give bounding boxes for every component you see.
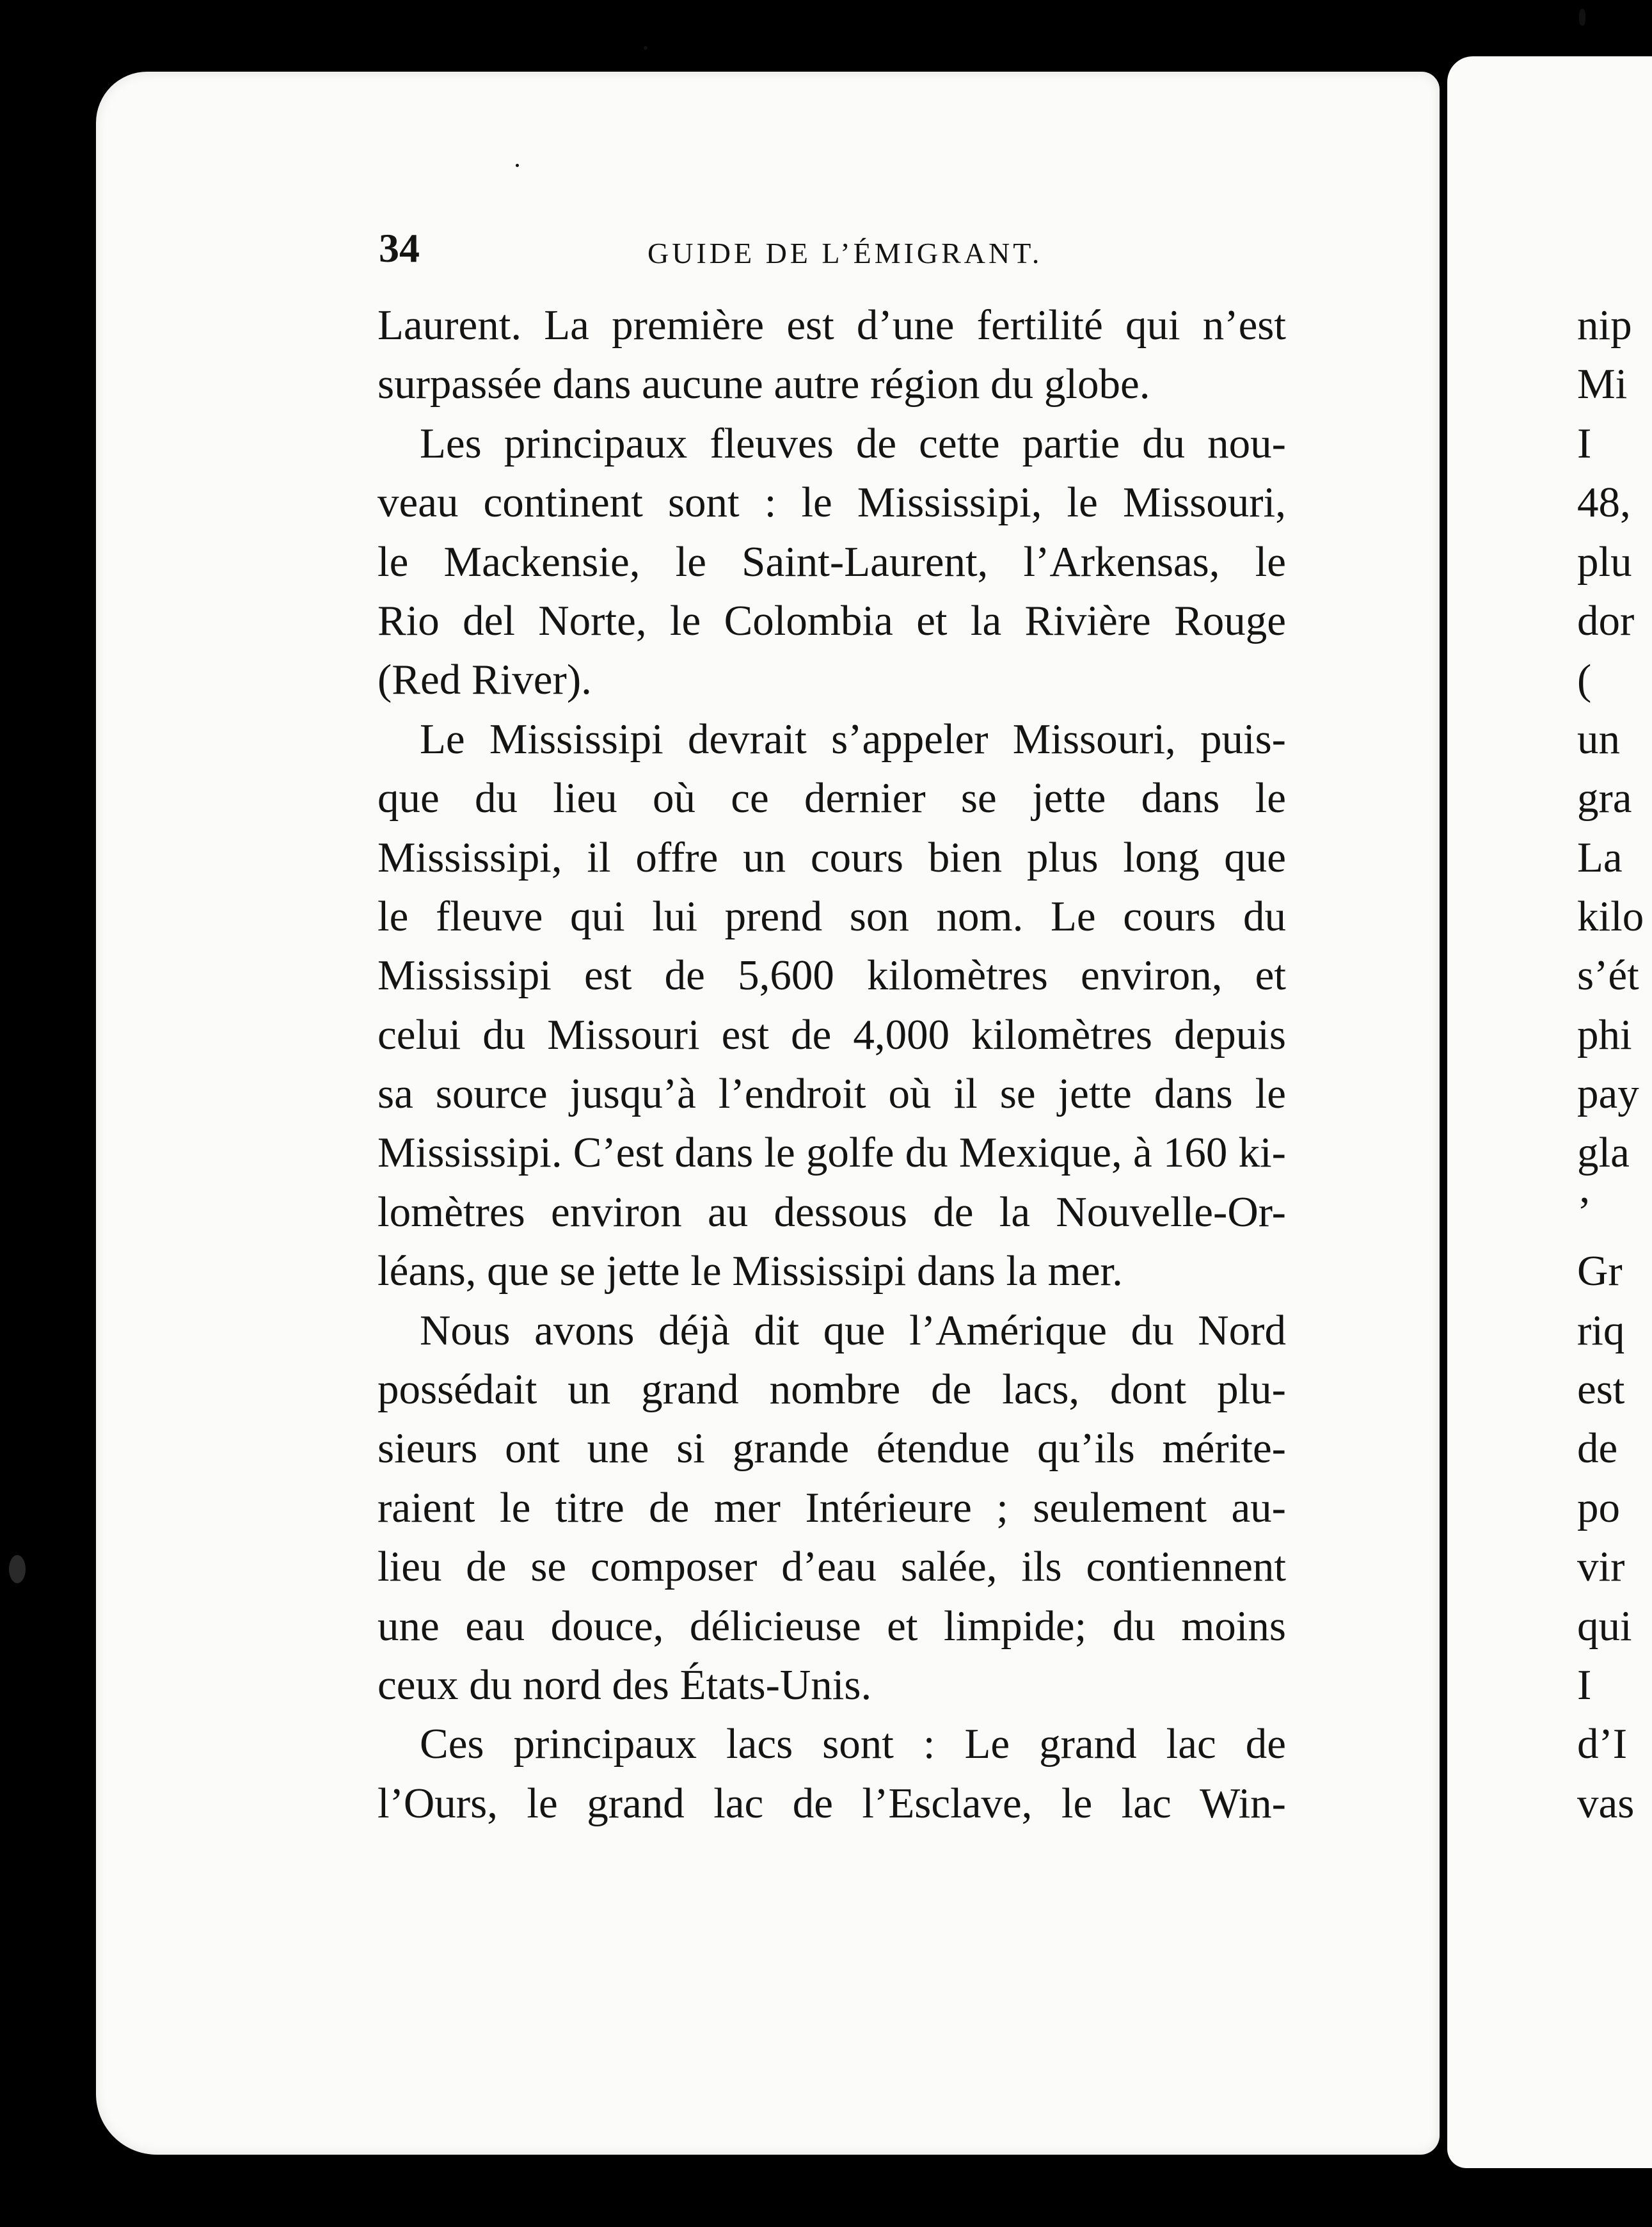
text-line: surpassée dans aucune autre région du globe. [377,360,1150,408]
edge-text-line: vas [1577,1779,1635,1827]
text-line: Nous avons déjà dit que l’Amérique du Nord [420,1306,1286,1354]
edge-text-line: ( [1577,656,1592,704]
edge-text-line: nip [1577,301,1632,349]
edge-text-line: un [1577,715,1620,763]
text-line: raient le titre de mer Intérieure ; seulement au- [377,1483,1286,1531]
page-number: 34 [379,225,420,271]
body-text [377,296,1286,1833]
edge-text-line: d’I [1577,1720,1628,1768]
edge-text-line: vir [1577,1543,1625,1591]
edge-text-line: gra [1577,774,1632,822]
text-line: lomètres environ au dessous de la Nouvelle-Or- [377,1188,1286,1236]
text-line: que du lieu où ce dernier se jette dans le [377,774,1286,822]
edge-text-line: dor [1577,596,1635,644]
edge-text-line: riq [1577,1306,1625,1354]
edge-text-line: Gr [1577,1247,1623,1295]
text-line: Les principaux fleuves de cette partie du nou- [420,419,1286,467]
text-line: lieu de se composer d’eau salée, ils contiennent [377,1543,1286,1591]
text-line: léans, que se jette le Mississipi dans la mer. [377,1247,1123,1295]
text-line: le fleuve qui lui prend son nom. Le cours du [377,892,1286,940]
text-line: Le Mississipi devrait s’appeler Missouri, puis- [420,715,1286,763]
text-line: veau continent sont : le Mississipi, le Missouri, [377,479,1286,527]
edge-text-line: plu [1577,538,1632,586]
page-header [379,223,1313,274]
edge-text-line: I [1577,419,1592,467]
dust-speck [644,46,647,50]
edge-text-line: est [1577,1366,1625,1414]
edge-text-line: La [1577,833,1623,881]
text-line: celui du Missouri est de 4,000 kilomètres depuis [377,1010,1286,1058]
edge-text-line: de [1577,1425,1618,1473]
text-line: l’Ours, le grand lac de l’Esclave, le lac Win- [377,1779,1286,1827]
text-line: une eau douce, délicieuse et limpide; du moins [377,1602,1286,1650]
text-line: le Mackensie, le Saint-Laurent, l’Arkensas, le [377,538,1286,586]
text-line: possédait un grand nombre de lacs, dont plu- [377,1366,1286,1414]
text-line: Mississipi, il offre un cours bien plus long que [377,833,1286,881]
edge-text-line: gla [1577,1129,1630,1177]
edge-text-line: I [1577,1661,1592,1709]
edge-text-line: po [1577,1483,1620,1531]
text-line: Rio del Norte, le Colombia et la Rivière Rouge [377,596,1286,644]
edge-text-line: phi [1577,1010,1632,1058]
edge-text-line: qui [1577,1602,1632,1650]
edge-text-line: Mi [1577,360,1628,408]
dust-speck [1579,9,1585,26]
dust-speck [516,164,519,167]
running-title: GUIDE DE L’ÉMIGRANT. [647,237,1043,269]
edge-text-line: pay [1577,1070,1639,1118]
edge-text-line: s’ét [1577,952,1639,1000]
edge-text-line: ’ [1577,1188,1592,1236]
text-line: Laurent. La première est d’une fertilité qui n’est [377,301,1286,349]
text-line: Mississipi est de 5,600 kilomètres environ, et [377,952,1286,1000]
text-line: sieurs ont une si grande étendue qu’ils mérite- [377,1425,1286,1473]
edge-text-line: kilo [1577,892,1644,940]
text-line: ceux du nord des États-Unis. [377,1661,872,1709]
text-line: (Red River). [377,656,592,704]
text-line: Ces principaux lacs sont : Le grand lac de [420,1720,1286,1768]
text-line: sa source jusqu’à l’endroit où il se jette dans le [377,1070,1286,1118]
edge-text-line: 48, [1577,479,1631,527]
text-line: Mississipi. C’est dans le golfe du Mexique, à 160 ki- [377,1129,1286,1177]
adjacent-page-text [1577,296,1644,1833]
dust-speck [9,1555,26,1583]
